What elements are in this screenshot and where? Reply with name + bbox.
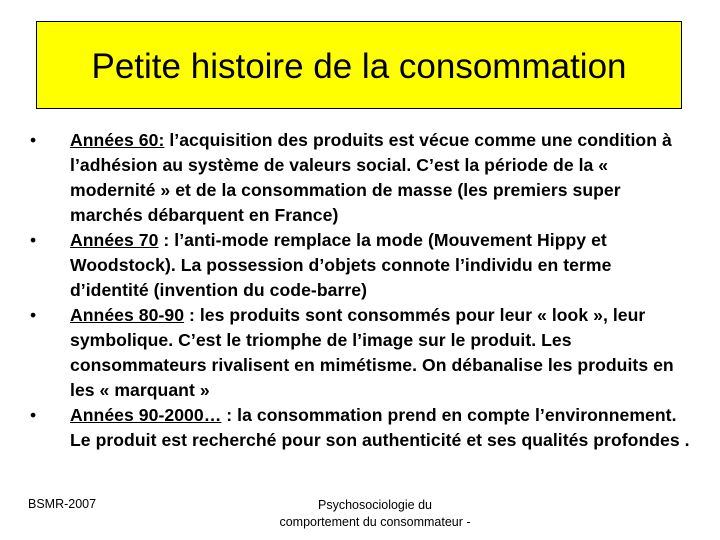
footer-center	[240, 497, 510, 531]
bullet-glyph: •	[30, 305, 37, 325]
bullet-item-80s-90s	[30, 303, 690, 403]
bullet-glyph: •	[30, 130, 37, 150]
bullet-list	[30, 128, 690, 453]
bullet-glyph: •	[30, 230, 37, 250]
bullet-item-90s-2000s	[30, 403, 690, 453]
bullet-text: : les produits sont consommés pour leur « look », leur symbolique. C’est le triomphe de l’image sur le produit. Les consommateurs rivalisent en mimétisme. On débanalise les produits en les « marquant »	[70, 305, 674, 400]
footer-center-line1: Psychosociologie du	[318, 498, 432, 512]
decade-label: Années 90-2000…	[70, 405, 222, 425]
bullet-text: l’acquisition des produits est vécue comme une condition à l’adhésion au système de valeurs social. C’est la période de la « modernité » et de la consommation de masse (les premiers super marchés débarquent en France)	[70, 130, 672, 225]
slide-title: Petite histoire de la consommation	[91, 47, 627, 86]
bullet-glyph: •	[30, 405, 37, 425]
decade-label: Années 80-90	[70, 305, 185, 325]
footer-center-line2: comportement du consommateur -	[279, 515, 471, 529]
decade-label: Années 60:	[70, 130, 165, 150]
bullet-text: : l’anti-mode remplace la mode (Mouvement Hippy et Woodstock). La possession d’objets connote l’individu en terme d’identité (invention du code-barre)	[70, 230, 612, 300]
bullet-item-70s	[30, 228, 690, 303]
bullet-item-60s	[30, 128, 690, 228]
decade-label: Années 70	[70, 230, 159, 250]
footer-left-text: BSMR-2007	[28, 497, 97, 511]
bullet-text: : la consommation prend en compte l’environnement. Le produit est recherché pour son authenticité et ses qualités profondes .	[70, 405, 690, 450]
title-box	[36, 21, 682, 109]
